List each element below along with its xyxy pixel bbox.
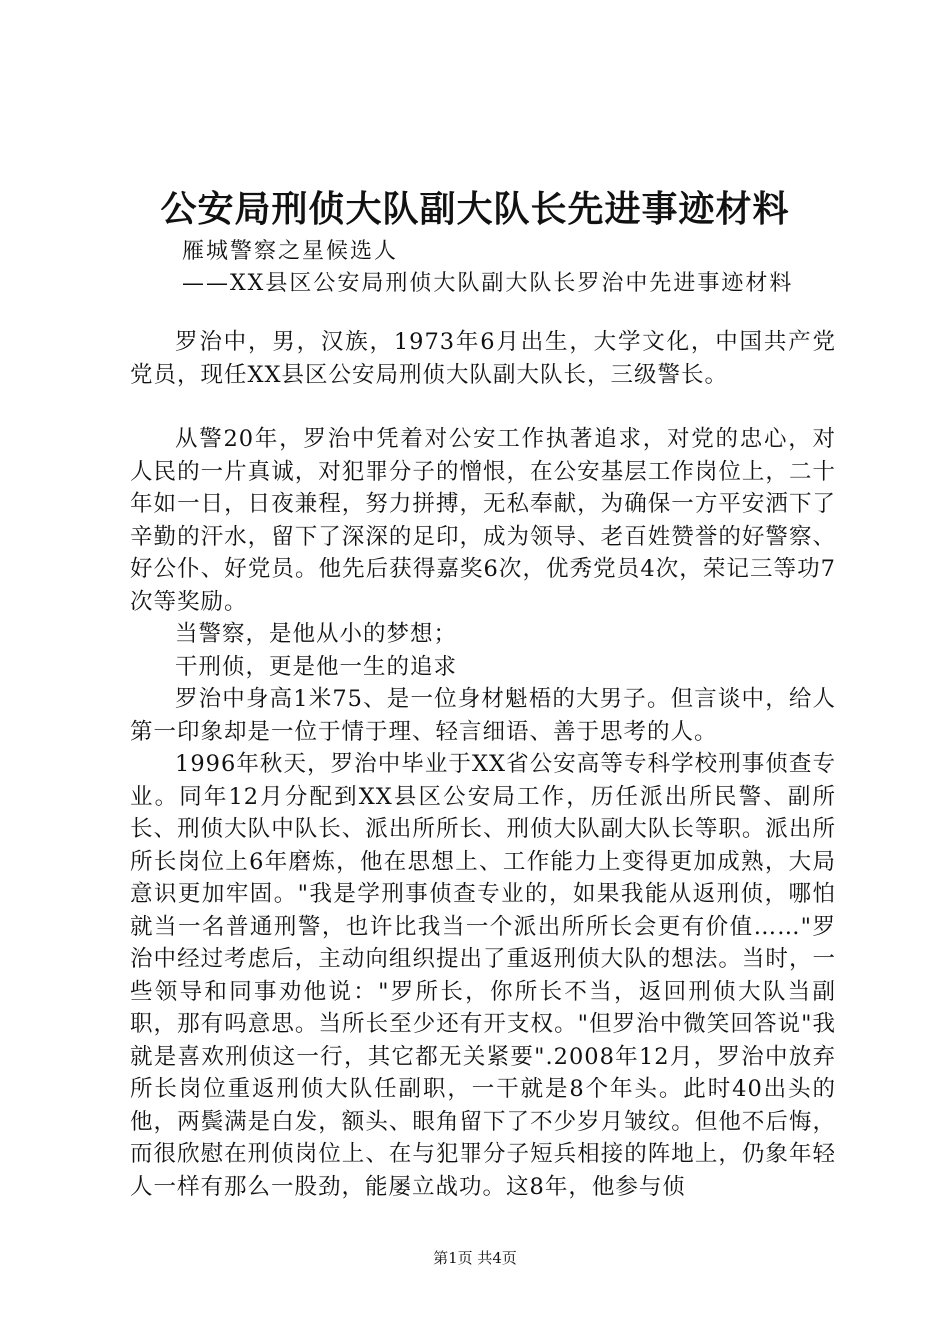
paragraph-heading-pursuit: 干刑侦，更是他一生的追求 [175,653,458,680]
subtitle-block [182,236,862,300]
paragraph-heading-dream: 当警察，是他从小的梦想； [175,621,458,647]
document-title: 公安局刑侦大队副大队长先进事迹材料 [160,188,790,230]
paragraph-intro: 罗治中，男，汉族，1973年6月出生，大学文化，中国共产党党员，现任XX县区公安局刑侦大队副大队长，三级警长。 [130,329,836,388]
document-body [130,326,836,1203]
page-footer: 第1页 共4页 [433,1249,517,1267]
paragraph-history: 1996年秋天，罗治中毕业于XX省公安高等专科学校刑事侦查专业。同年12月分配到XX县区公安局工作，历任派出所民警、副所长、刑侦大队中队长、派出所所长、刑侦大队副大队长等职。派出所所长岗位上6年磨炼，他在思想上、工作能力上变得更加成熟，大局意识更加牢固。"我是学刑事侦查专业的，如果我能从返刑侦，哪怕就当一名普通刑警，也许比我当一个派出所所长会更有价值……"罗治中经过考虑后，主动向组织提出了重返刑侦大队的想法。当时，一些领导和同事劝他说："罗所长，你所长不当，返回刑侦大队当副职，那有吗意思。当所长至少还有开支权。"但罗治中微笑回答说"我就是喜欢刑侦这一行，其它都无关紧要".2008年12月，罗治中放弃所长岗位重返刑侦大队任副职，一干就是8个年头。此时40出头的他，两鬓满是白发，额头、眼角留下了不少岁月皱纹。但他不后悔，而很欣慰在刑侦岗位上、在与犯罪分子短兵相接的阵地上，仍象年轻人一样有那么一股劲，能屡立战功。这8年，他参与侦 [130,751,836,1200]
paragraph-career: 从警20年，罗治中凭着对公安工作执著追求，对党的忠心，对人民的一片真诚，对犯罪分子的憎恨，在公安基层工作岗位上，二十年如一日，日夜兼程，努力拼搏，无私奉献，为确保一方平安洒下了辛勤的汗水，留下了深深的足印，成为领导、老百姓赞誉的好警察、好公仆、好党员。他先后获得嘉奖6次，优秀党员4次，荣记三等功7次等奖励。 [130,426,836,615]
paragraph-appearance: 罗治中身高1米75、是一位身材魁梧的大男子。但言谈中，给人第一印象却是一位于情于理、轻言细语、善于思考的人。 [130,686,836,745]
subtitle-line-2: ——XX县区公安局刑侦大队副大队长罗治中先进事迹材料 [182,271,794,296]
subtitle-line-1: 雁城警察之星候选人 [182,239,399,264]
